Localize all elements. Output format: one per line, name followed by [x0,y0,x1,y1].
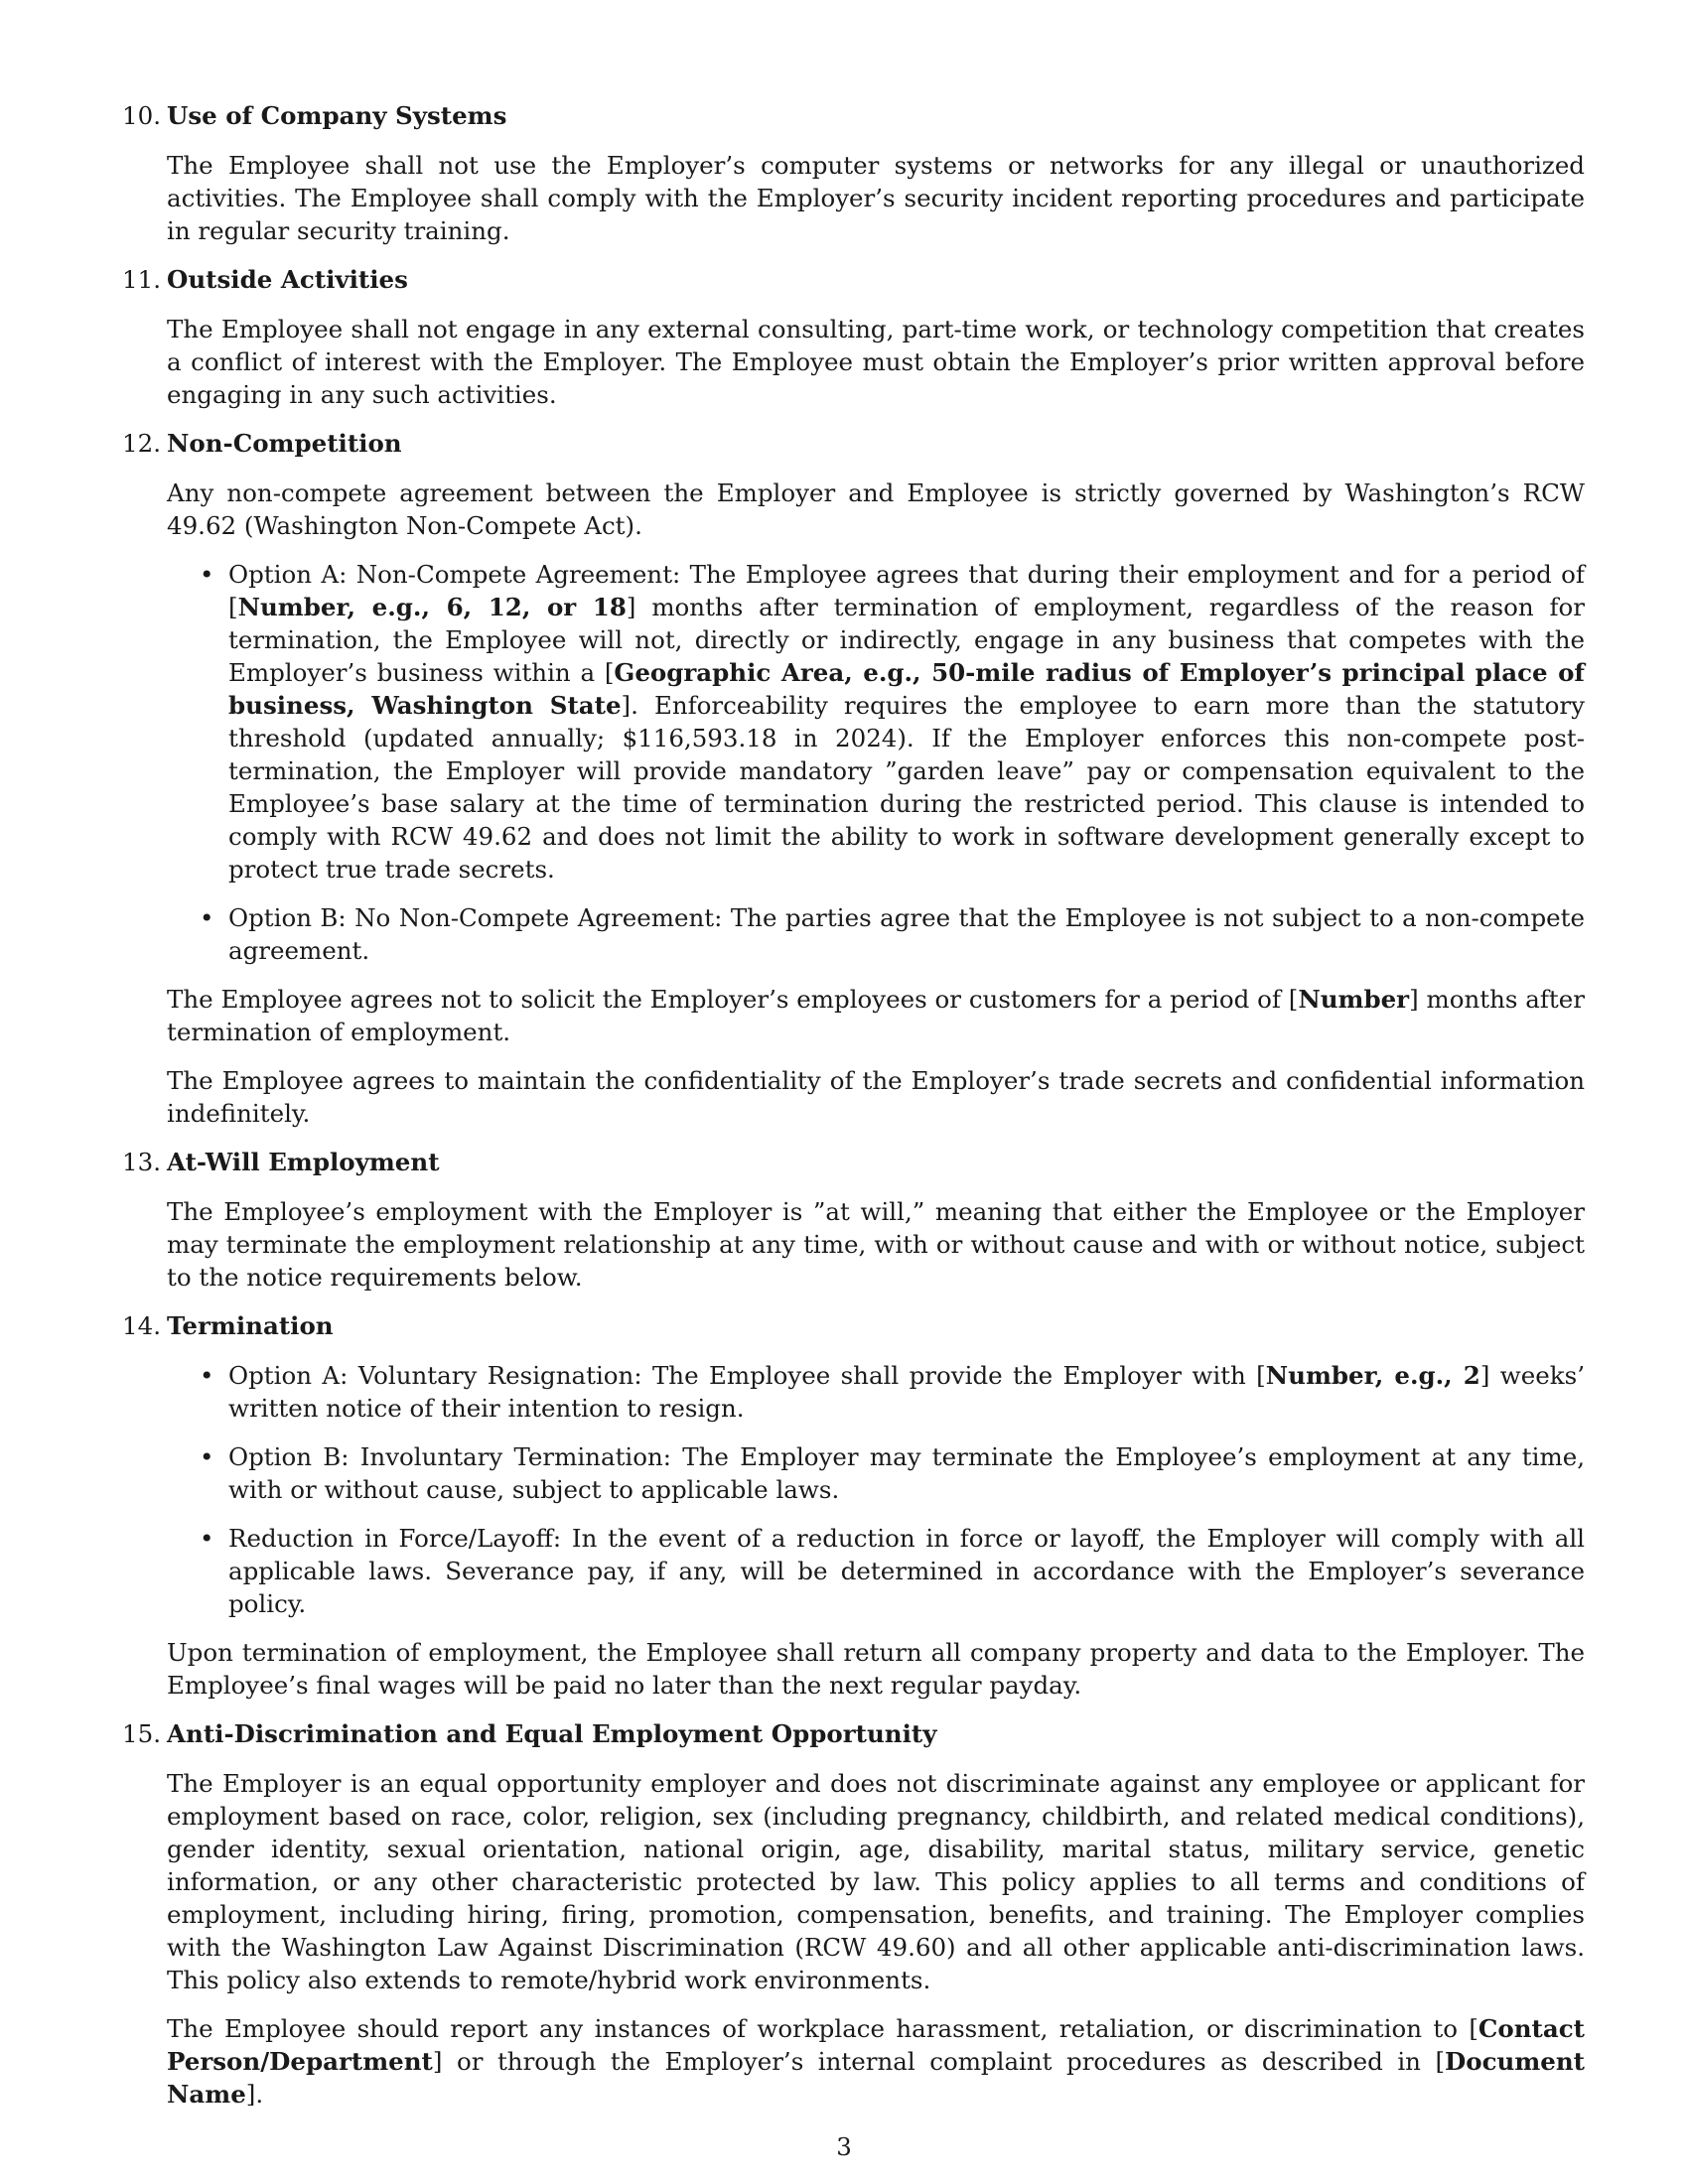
non-solicit-paragraph [167,983,1585,1048]
section-number: 10. [122,101,161,130]
section-14 [122,1309,1585,1702]
list-item-involuntary-termination [167,1440,1585,1506]
text-run: Option A: Voluntary Resignation: The Employee shall provide the Employer with [ [228,1361,1266,1390]
text-run: ] weeks’ written notice of their intention to resign. [228,1361,1585,1423]
text-run: Option B: Involuntary Termination: The Employer may terminate the Employee’s employment at any time, with or without cause, subject to applicable laws. [228,1442,1585,1504]
section-paragraph: The Employer is an equal opportunity employer and does not discriminate against any employee or applicant for employment based on race, color, religion, sex (including pregnancy, childbirth, and related medical conditions), gender identity, sexual orientation, national origin, age, disability, marital status, military service, genetic information, or any other characteristic protected by law. This policy applies to all terms and conditions of employment, including hiring, firing, promotion, compensation, benefits, and training. The Employer complies with the Washington Law Against Discrimination (RCW 49.60) and all other applicable anti-discrimination laws. This policy also extends to remote/hybrid work environments. [167,1769,1585,1994]
text-run: ] months after termination of employment, regardless of the reason for termination, the Employee will not, directly or indirectly, engage in any business that competes with the Employer’s business within a [ [228,593,1585,687]
page-number: 3 [836,2132,852,2161]
section-number: 11. [122,265,161,294]
placeholder-text: Contact Person/Department [167,2014,1585,2076]
text-run: Option B: No Non-Compete Agreement: The parties agree that the Employee is not subject to a non-compete agreement. [228,903,1585,965]
section-heading [122,263,1585,296]
text-run: ] months after termination of employment. [167,985,1585,1046]
section-intro: Any non-compete agreement between the Employer and Employee is strictly governed by Washington’s RCW 49.62 (Washington Non-Compete Act). [167,478,1585,540]
section-title: At-Will Employment [167,1148,440,1176]
section-number: 13. [122,1148,161,1176]
section-number: 12. [122,429,161,458]
section-title: Outside Activities [167,265,408,294]
placeholder-text: Number, e.g., 6, 12, or 18 [237,593,627,621]
option-list [167,558,1585,967]
report-paragraph [167,2012,1585,2111]
termination-list [167,1359,1585,1620]
section-heading [122,1717,1585,1750]
bullet-icon: • [200,903,214,932]
text-run: ]. Enforceability requires the employee to earn more than the statutory threshold (updated annually; $116,593.18 in 2024). If the Employer enforces this non-compete post-termination, the Employer will provide mandatory ”garden leave” pay or compensation equivalent to the Employee’s base salary at the time of termination during the restricted period. This clause is intended to comply with RCW 49.62 and does not limit the ability to work in software development generally except to protect true trade secrets. [228,691,1585,884]
document-body [122,99,1585,2126]
section-15 [122,1717,1585,2111]
confidentiality-paragraph: The Employee agrees to maintain the confidentiality of the Employer’s trade secrets and confidential information indefinitely. [167,1066,1585,1128]
section-paragraph: The Employee shall not engage in any external consulting, part-time work, or technology competition that creates a conflict of interest with the Employer. The Employee must obtain the Employer’s prior written approval before engaging in any such activities. [167,315,1585,409]
text-run: The Employee agrees not to solicit the Employer’s employees or customers for a period of [ [167,985,1299,1014]
text-run: ]. [245,2080,264,2109]
list-item-voluntary-resignation [167,1359,1585,1425]
section-12 [122,427,1585,1130]
section-heading [122,427,1585,460]
list-item-option-a [167,558,1585,886]
section-13 [122,1146,1585,1294]
termination-closing-paragraph: Upon termination of employment, the Employee shall return all company property and data to the Employer. The Employee’s final wages will be paid no later than the next regular payday. [167,1638,1585,1700]
list-item-reduction-in-force [167,1522,1585,1620]
text-run: ] or through the Employer’s internal complaint procedures as described in [ [432,2047,1446,2076]
section-title: Use of Company Systems [167,101,507,130]
placeholder-text: Geographic Area, e.g., 50-mile radius of Employer’s principal place of business, Washington State [228,658,1585,720]
section-10 [122,99,1585,247]
section-heading [122,1309,1585,1342]
text-run: Reduction in Force/Layoff: In the event of a reduction in force or layoff, the Employer will comply with all applicable laws. Severance pay, if any, will be determined in accordance with the Employer’s severance policy. [228,1524,1585,1618]
section-title: Termination [167,1311,334,1340]
section-number: 14. [122,1311,161,1340]
bullet-icon: • [200,1361,214,1390]
section-paragraph: The Employee’s employment with the Employer is ”at will,” meaning that either the Employee or the Employer may terminate the employment relationship at any time, with or without cause and with or without notice, subject to the notice requirements below. [167,1197,1585,1292]
section-title: Anti-Discrimination and Equal Employment Opportunity [167,1719,937,1748]
placeholder-text: Number [1298,985,1410,1014]
placeholder-text: Document Name [167,2047,1585,2109]
bullet-icon: • [200,1524,214,1553]
section-paragraph: The Employee shall not use the Employer’s computer systems or networks for any illegal or unauthorized activities. The Employee shall comply with the Employer’s security incident reporting procedures and participate in regular security training. [167,151,1585,245]
section-heading [122,1146,1585,1178]
text-run: The Employee should report any instances of workplace harassment, retaliation, or discrimination to [ [167,2014,1478,2043]
placeholder-text: Number, e.g., 2 [1265,1361,1480,1390]
section-number: 15. [122,1719,161,1748]
bullet-icon: • [200,560,214,589]
section-heading [122,99,1585,132]
section-11 [122,263,1585,411]
bullet-icon: • [200,1442,214,1471]
list-item-option-b [167,901,1585,967]
text-run: Option A: Non-Compete Agreement: The Employee agrees that during their employment and for a period of [ [228,560,1585,621]
section-title: Non-Competition [167,429,402,458]
